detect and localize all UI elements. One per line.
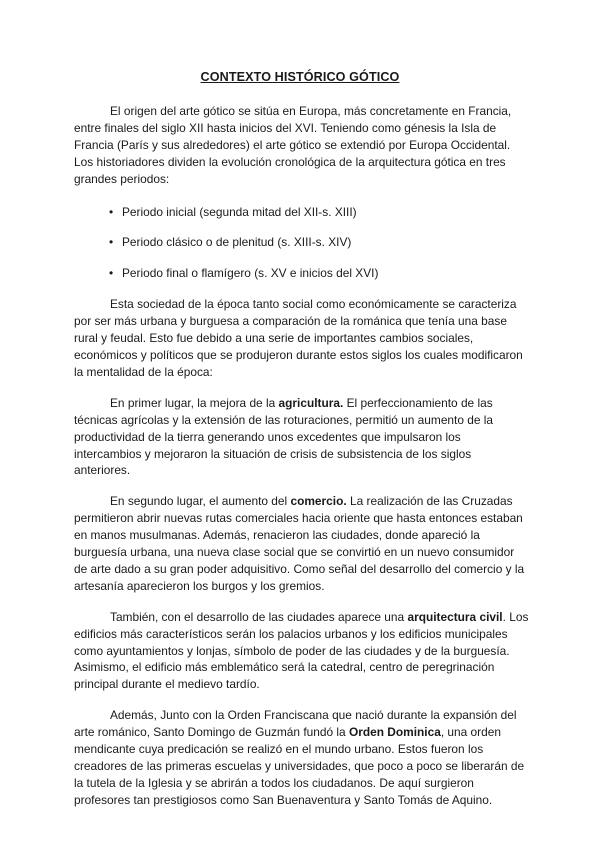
- period-label: Periodo final o flamígero (s. XV e inicios del XVI): [122, 266, 379, 281]
- bullet-icon: •: [109, 204, 114, 219]
- commerce-text-after: La realización de las Cruzadas permitieron abrir nuevas rutas comerciales hacia oriente que hasta entonces estaban en manos musulmanas. Además, renacieron las ciudades, donde apareció la burguesía urbana, una nueva clase social que se convirtió en un nuevo consumidor de arte dado a su gran poder adquisitivo. Como señal del desarrollo del comercio y la artesanía aparecieron los burgos y los gremios.: [74, 494, 525, 593]
- architecture-text-before: También, con el desarrollo de las ciudades aparece una: [110, 609, 408, 624]
- dominican-text-after: , una orden mendicante cuya predicación se realizó en el mundo urbano. Estos fueron los creadores de las primeras escuelas y universidades, que poco a poco se liberarán de la tutela de la Iglesia y se abrirán a todos los ciudadanos. De aquí surgieron profesores tan prestigiosos como San Buenaventura y Santo Tomás de Aquino.: [74, 725, 525, 807]
- period-label: Periodo clásico o de plenitud (s. XIII-s. XIV): [122, 235, 352, 250]
- intro-paragraph: El origen del arte gótico se sitúa en Europa, más concretamente en Francia, entre finales del siglo XII hasta inicios del XVI. Teniendo como génesis la Isla de Francia (París y sus alrededores) el arte gótico se extendió por Europa Occidental. Los historiadores dividen la evolución cronológica de la arquitectura gótica en tres grandes periodos:: [74, 104, 512, 186]
- architecture-keyword: arquitectura civil: [407, 609, 503, 624]
- dominican-text-before: Además, Junto con la Orden Franciscana que nació durante la expansión del arte románico, Santo Domingo de Guzmán fundó la: [74, 708, 517, 740]
- society-paragraph: Esta sociedad de la época tanto social como económicamente se caracteriza por ser más urbana y burguesa a comparación de la románica que tenía una base rural y feudal. Esto fue debido a una serie de importantes cambios sociales, económicos y políticos que se produjeron durante estos siglos los cuales modificaron la mentalidad de la época:: [74, 297, 523, 379]
- commerce-keyword: comercio.: [290, 494, 347, 509]
- document-body: [74, 103, 530, 823]
- architecture-text-after: . Los edificios más característicos serán los palacios urbanos y los edificios municipales como ayuntamientos y lonjas, símbolo de poder de las ciudades y de la burguesía. Asimismo, el edificio más emblemático será la catedral, centro de peregrinación principal durante el medievo tardío.: [74, 609, 529, 692]
- architecture-paragraph: [74, 609, 530, 694]
- bullet-icon: •: [109, 235, 114, 250]
- agriculture-text-after: El perfeccionamiento de las técnicas agrícolas y la extensión de las roturaciones, permitió un aumento de la productividad de la tierra generando unos excedentes que impulsaron los intercambios y mejoraron la situación de crisis de subsistencia de los siglos anteriores.: [74, 395, 494, 478]
- bullet-icon: •: [109, 266, 114, 281]
- period-item-classic: [74, 234, 530, 251]
- periods-list: [74, 204, 530, 283]
- commerce-paragraph: [74, 493, 530, 594]
- agriculture-keyword: agricultura.: [278, 395, 344, 410]
- period-item-final: [74, 265, 530, 282]
- agriculture-paragraph: [74, 395, 530, 480]
- dominican-paragraph: [74, 707, 530, 808]
- agriculture-text-before: En primer lugar, la mejora de la: [110, 395, 279, 410]
- dominican-keyword: Orden Dominica: [348, 725, 441, 740]
- period-label: Periodo inicial (segunda mitad del XII-s. XIII): [122, 204, 357, 219]
- document-title: CONTEXTO HISTÓRICO GÓTICO: [200, 70, 400, 84]
- period-item-initial: [74, 204, 530, 221]
- commerce-text-before: En segundo lugar, el aumento del: [110, 494, 291, 509]
